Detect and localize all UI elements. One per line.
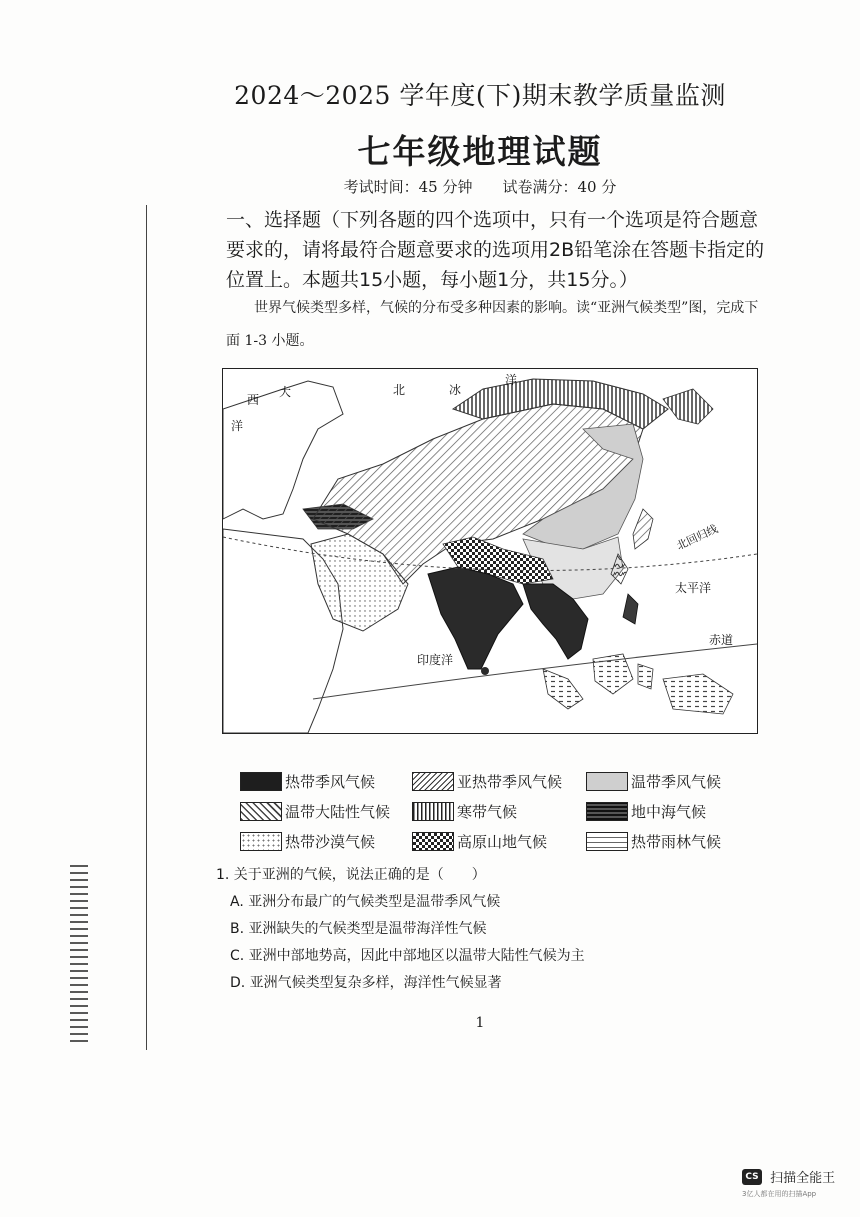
camscanner-logo-icon: CS [742, 1169, 762, 1185]
indian-ocean-label: 印度洋 [417, 653, 454, 667]
subject-title: 七年级地理试题 [357, 132, 603, 171]
map-label-yang-left: 洋 [231, 419, 244, 433]
horizontal-dark-swatch-icon [586, 802, 628, 821]
map-drawing [223, 369, 757, 733]
map-label-da: 大 [279, 385, 292, 399]
question-1-stem: 1. 关于亚洲的气候，说法正确的是（ ） [216, 867, 486, 883]
legend-tropical-monsoon: 热带季风气候 [240, 770, 375, 792]
question-1 [216, 862, 776, 997]
option-d: D. 亚洲气候类型复杂多样，海洋性气候显著 [230, 975, 502, 991]
legend-temperate-monsoon: 温带季风气候 [586, 770, 721, 792]
binding-line [146, 205, 147, 1050]
checker-swatch-icon [412, 832, 454, 851]
asia-climate-map [222, 368, 758, 734]
solid-dark-swatch-icon [240, 772, 282, 791]
section-heading: 一、选择题（下列各题的四个选项中，只有一个选项是符合题意要求的，请将最符合题意要求的选项用2B铅笔涂在答题卡指定的位置上。本题共15小题，每小题1分，共15分。） [226, 209, 765, 291]
vertical-lines-swatch-icon [412, 802, 454, 821]
legend-cold: 寒带气候 [412, 800, 517, 822]
watermark-tagline: 3亿人都在用的扫描App [742, 1190, 817, 1198]
scanner-watermark [742, 1166, 852, 1199]
dashed-swatch-icon [586, 832, 628, 851]
question-intro: 世界气候类型多样，气候的分布受多种因素的影响。读“亚洲气候类型”图，完成下面 1-3 小题。 [226, 300, 759, 349]
dotted-swatch-icon [240, 832, 282, 851]
map-label-bing: 冰 [449, 383, 462, 397]
option-b: B. 亚洲缺失的气候类型是温带海洋性气候 [230, 921, 487, 937]
legend-subtropical-monsoon: 亚热带季风气候 [412, 770, 562, 792]
map-label-xi: 西 [247, 393, 260, 407]
europe-outline [223, 381, 343, 519]
legend-mediterranean: 地中海气候 [586, 800, 706, 822]
map-label-bei: 北 [393, 383, 406, 397]
rainforest-sumatra [543, 669, 583, 709]
scribble-swatch-icon [412, 772, 454, 791]
watermark-name: 扫描全能王 [770, 1171, 836, 1186]
legend-temperate-continental: 温带大陆性气候 [240, 800, 390, 822]
legend-plateau: 高原山地气候 [412, 830, 547, 852]
equator-label: 赤道 [709, 633, 734, 647]
exam-title: 2024～2025 学年度(下)期末教学质量监测 [234, 81, 726, 110]
tropic-of-cancer-label: 北回归线 [674, 522, 720, 553]
binding-margin-marks [70, 865, 88, 1045]
option-c: C. 亚洲中部地势高，因此中部地区以温带大陆性气候为主 [230, 948, 585, 964]
page-number: 1 [475, 1015, 485, 1031]
map-legend [240, 770, 760, 860]
legend-tropical-desert: 热带沙漠气候 [240, 830, 375, 852]
pacific-ocean-label: 太平洋 [675, 581, 712, 595]
option-a: A. 亚洲分布最广的气候类型是温带季风气候 [230, 894, 501, 910]
map-label-yang-top: 洋 [505, 373, 518, 387]
legend-tropical-rainforest: 热带雨林气候 [586, 830, 721, 852]
exam-info: 考试时间：45 分钟 试卷满分：40 分 [343, 178, 617, 196]
diagonal-hatch-swatch-icon [240, 802, 282, 821]
light-gray-swatch-icon [586, 772, 628, 791]
